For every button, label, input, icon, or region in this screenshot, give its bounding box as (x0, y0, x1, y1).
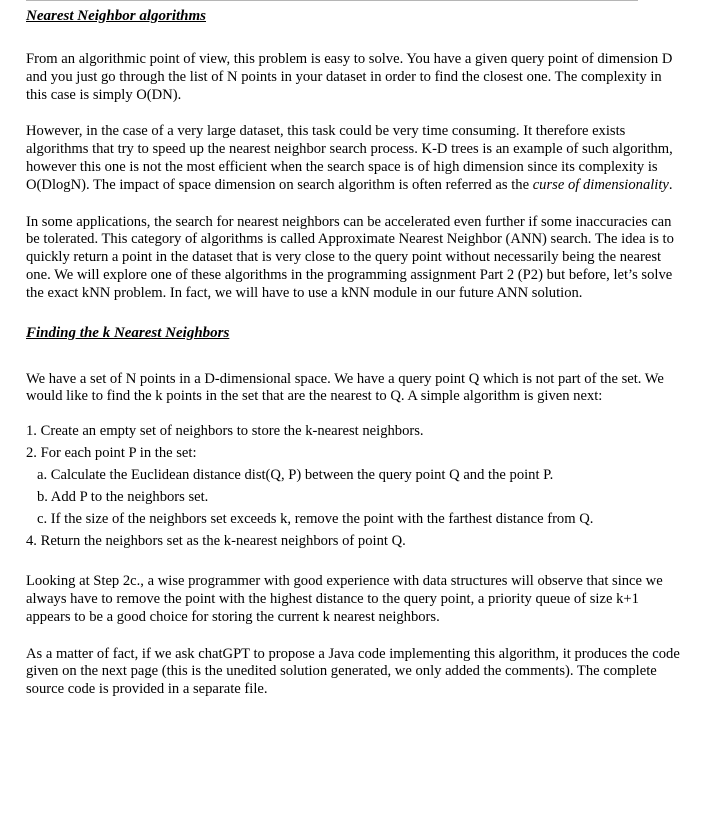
algorithm-substep: c. If the size of the neighbors set exceeds k, remove the point with the farthest distance from Q. (37, 511, 594, 528)
paragraph-problem-statement: We have a set of N points in a D-dimensional space. We have a query point Q which is not part of the set. We would like to find the k points in the set that are the nearest to Q. A simple algorithm is given next: (26, 370, 664, 405)
paragraph-priority-queue: Looking at Step 2c., a wise programmer with good experience with data structures will observe that since we always have to remove the point with the highest distance to the query point, a priority queue of size k+1 appears to be a good choice for storing the current k nearest neighbors. (26, 573, 663, 625)
algorithm-substep: a. Calculate the Euclidean distance dist(Q, P) between the query point Q and the point P. (37, 467, 554, 484)
algorithm-substep: b. Add P to the neighbors set. (37, 489, 209, 506)
algorithm-step: 2. For each point P in the set: (26, 445, 197, 462)
algorithm-steps (26, 420, 686, 552)
paragraph-large-dataset-end: . (668, 176, 673, 193)
paragraph-ann: In some applications, the search for nearest neighbors can be accelerated even further if some inaccuracies can be tolerated. This category of algorithms is called Approximate Nearest Neighbor (ANN) search. The idea is to quickly return a point in the dataset that is very close to the query point without necessarily being the nearest one. We will explore one of these algorithms in the programming assignment Part 2 (P2) but before, let’s solve the exact kNN problem. In fact, we will have to use a kNN module in our future ANN solution. (26, 213, 674, 301)
algorithm-step: 4. Return the neighbors set as the k-nearest neighbors of point Q. (26, 533, 406, 550)
curse-of-dimensionality-term: curse of dimensionality (532, 176, 669, 193)
top-rule (26, 0, 638, 1)
paragraph-chatgpt: As a matter of fact, if we ask chatGPT to propose a Java code implementing this algorithm, it produces the code given on the next page (this is the unedited solution generated, we only added the comments). The complete source code is provided in a separate file. (26, 645, 680, 698)
paragraph-large-dataset-text: However, in the case of a very large dataset, this task could be very time consuming. It therefore exists algorithms that try to speed up the nearest neighbor search process. K-D trees is an example of such algorithm, however this one is not the most efficient when the search space is of high dimension since its complexity is O(DlogN). The impact of space dimension on search algorithm is often referred as the (26, 123, 673, 193)
paragraph-large-dataset (26, 123, 686, 194)
document-page (26, 7, 686, 699)
paragraph-complexity: From an algorithmic point of view, this problem is easy to solve. You have a given query point of dimension D and you just go through the list of N points in your dataset in order to find the closest one. The complexity in this case is simply O(DN). (26, 51, 673, 103)
section-heading-nearest-neighbor: Nearest Neighbor algorithms (26, 8, 207, 24)
algorithm-step: 1. Create an empty set of neighbors to store the k-nearest neighbors. (26, 423, 424, 440)
section-heading-k-nearest: Finding the k Nearest Neighbors (26, 324, 230, 341)
